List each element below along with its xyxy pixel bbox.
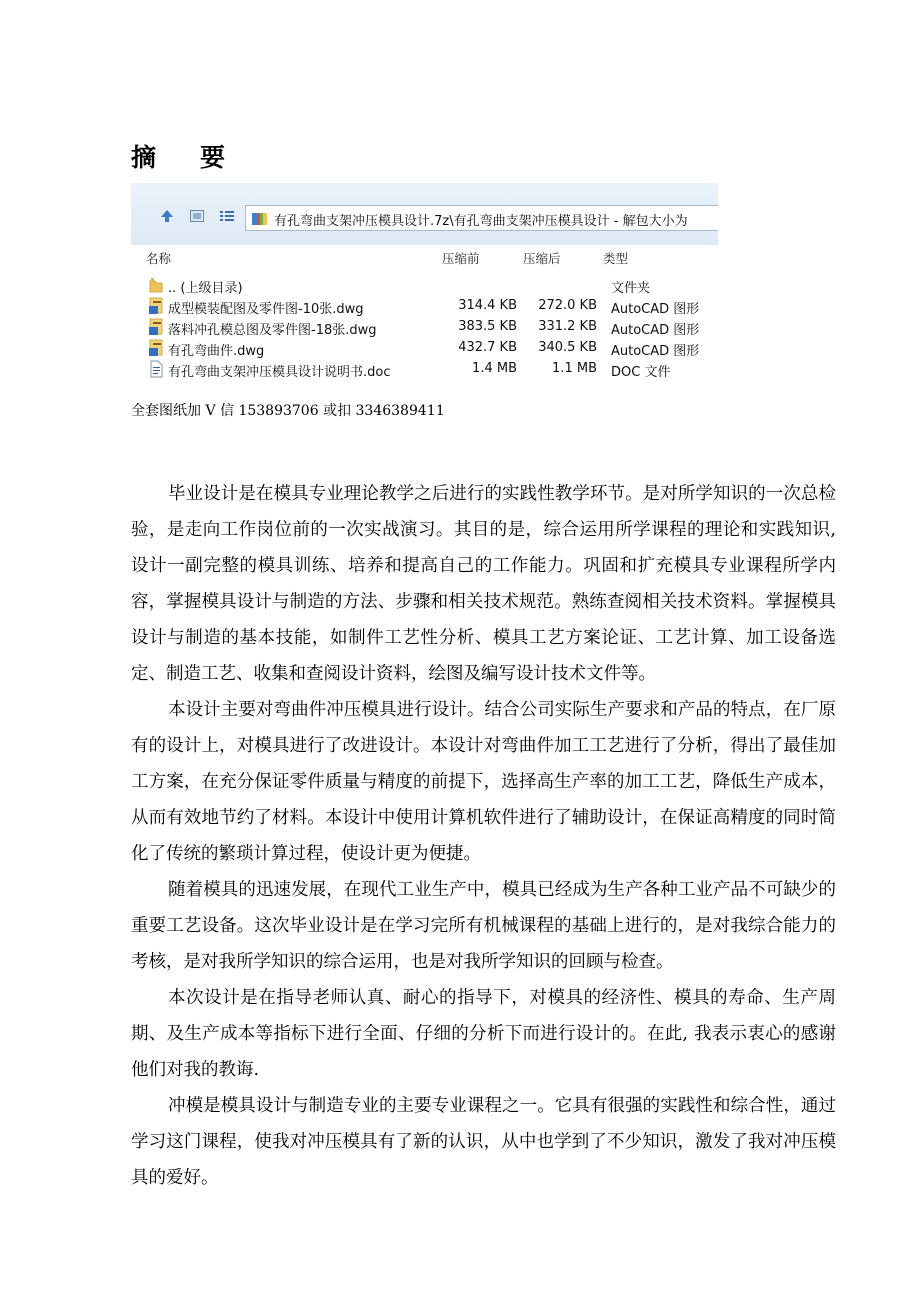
file-name: 落料冲孔模总图及零件图-18张.dwg <box>168 323 377 338</box>
size-after: 1.1 MB <box>552 361 597 376</box>
paragraph: 本设计主要对弯曲件冲压模具进行设计。结合公司实际生产要求和产品的特点，在厂原有的设计上，对模具进行了改进设计。本设计对弯曲件加工工艺进行了分析，得出了最佳加工方案，在充分保证零件质量与精度的前提下，选择高生产率的加工工艺，降低生产成本，从而有效地节约了材料。本设计中使用计算机软件进行了辅助设计，在保证高精度的同时简化了传统的繁琐计算过程，使设计更为便捷。 <box>131 700 836 864</box>
paragraph: 毕业设计是在模具专业理论教学之后进行的实践性教学环节。是对所学知识的一次总检验，是走向工作岗位前的一次实战演习。其目的是，综合运用所学课程的理论和实践知识,设计一副完整的模具训练、培养和提高自己的工作能力。巩固和扩充模具专业课程所学内容，掌握模具设计与制造的方法、步骤和相关技术规范。熟练查阅相关技术资料。掌握模具设计与制造的基本技能，如制件工艺性分析、模具工艺方案论证、工艺计算、加工设备选定、制造工艺、收集和查阅设计资料，绘图及编写设计技术文件等。 <box>131 484 836 684</box>
file-row[interactable] <box>131 338 718 358</box>
file-name: 成型模装配图及零件图-10张.dwg <box>168 302 364 317</box>
file-type: DOC 文件 <box>611 365 671 380</box>
view-icon[interactable] <box>189 208 205 224</box>
archive-toolbar <box>131 183 718 245</box>
abstract-body <box>131 476 836 1196</box>
file-type: AutoCAD 图形 <box>611 323 700 338</box>
folder-icon <box>148 276 164 294</box>
dwg-file-icon <box>148 318 164 336</box>
size-before: 314.4 KB <box>458 298 517 313</box>
size-before: 1.4 MB <box>472 361 517 376</box>
column-header-after[interactable]: 压缩后 <box>523 251 561 266</box>
file-type: AutoCAD 图形 <box>611 344 700 359</box>
dwg-file-icon <box>148 339 164 357</box>
column-header-type[interactable]: 类型 <box>603 251 629 266</box>
file-type: 文件夹 <box>611 281 651 296</box>
file-type: AutoCAD 图形 <box>611 302 700 317</box>
column-headers <box>131 249 718 267</box>
column-header-before[interactable]: 压缩前 <box>442 251 480 266</box>
paragraph: 本次设计是在指导老师认真、耐心的指导下，对模具的经济性、模具的寿命、生产周期、及生产成本等指标下进行全面、仔细的分析下而进行设计的。在此, 我表示衷心的感谢他们对我的教诲. <box>131 988 836 1080</box>
archive-window-screenshot <box>131 183 718 393</box>
file-row[interactable] <box>131 275 718 295</box>
paragraph: 冲模是模具设计与制造专业的主要专业课程之一。它具有很强的实践性和综合性，通过学习这门课程，使我对冲压模具有了新的认识，从中也学到了不少知识，激发了我对冲压模具的爱好。 <box>131 1096 836 1188</box>
address-text: 有孔弯曲支架冲压模具设计.7z\有孔弯曲支架冲压模具设计 - 解包大小为 <box>274 214 688 229</box>
file-row[interactable] <box>131 359 718 379</box>
file-row[interactable] <box>131 296 718 316</box>
size-after: 272.0 KB <box>538 298 597 313</box>
paragraph: 随着模具的迅速发展，在现代工业生产中，模具已经成为生产各种工业产品不可缺少的重要工艺设备。这次毕业设计是在学习完所有机械课程的基础上进行的，是对我综合能力的考核，是对我所学知识的综合运用，也是对我所学知识的回顾与检查。 <box>131 880 836 972</box>
contact-caption: 全套图纸加 V 信 153893706 或扣 3346389411 <box>131 403 445 419</box>
column-header-name[interactable]: 名称 <box>146 251 172 266</box>
dwg-file-icon <box>148 297 164 315</box>
list-view-icon[interactable] <box>219 208 235 224</box>
size-before: 432.7 KB <box>458 340 517 355</box>
size-after: 331.2 KB <box>538 319 597 334</box>
doc-file-icon <box>148 360 164 378</box>
file-name: .. (上级目录) <box>168 281 243 296</box>
size-after: 340.5 KB <box>538 340 597 355</box>
archive-icon <box>251 210 268 227</box>
address-bar[interactable] <box>245 205 718 231</box>
page-title: 摘要 <box>131 143 270 172</box>
file-name: 有孔弯曲件.dwg <box>168 344 265 359</box>
size-before: 383.5 KB <box>458 319 517 334</box>
up-arrow-icon[interactable] <box>159 208 175 224</box>
file-row[interactable] <box>131 317 718 337</box>
file-name: 有孔弯曲支架冲压模具设计说明书.doc <box>168 365 391 380</box>
